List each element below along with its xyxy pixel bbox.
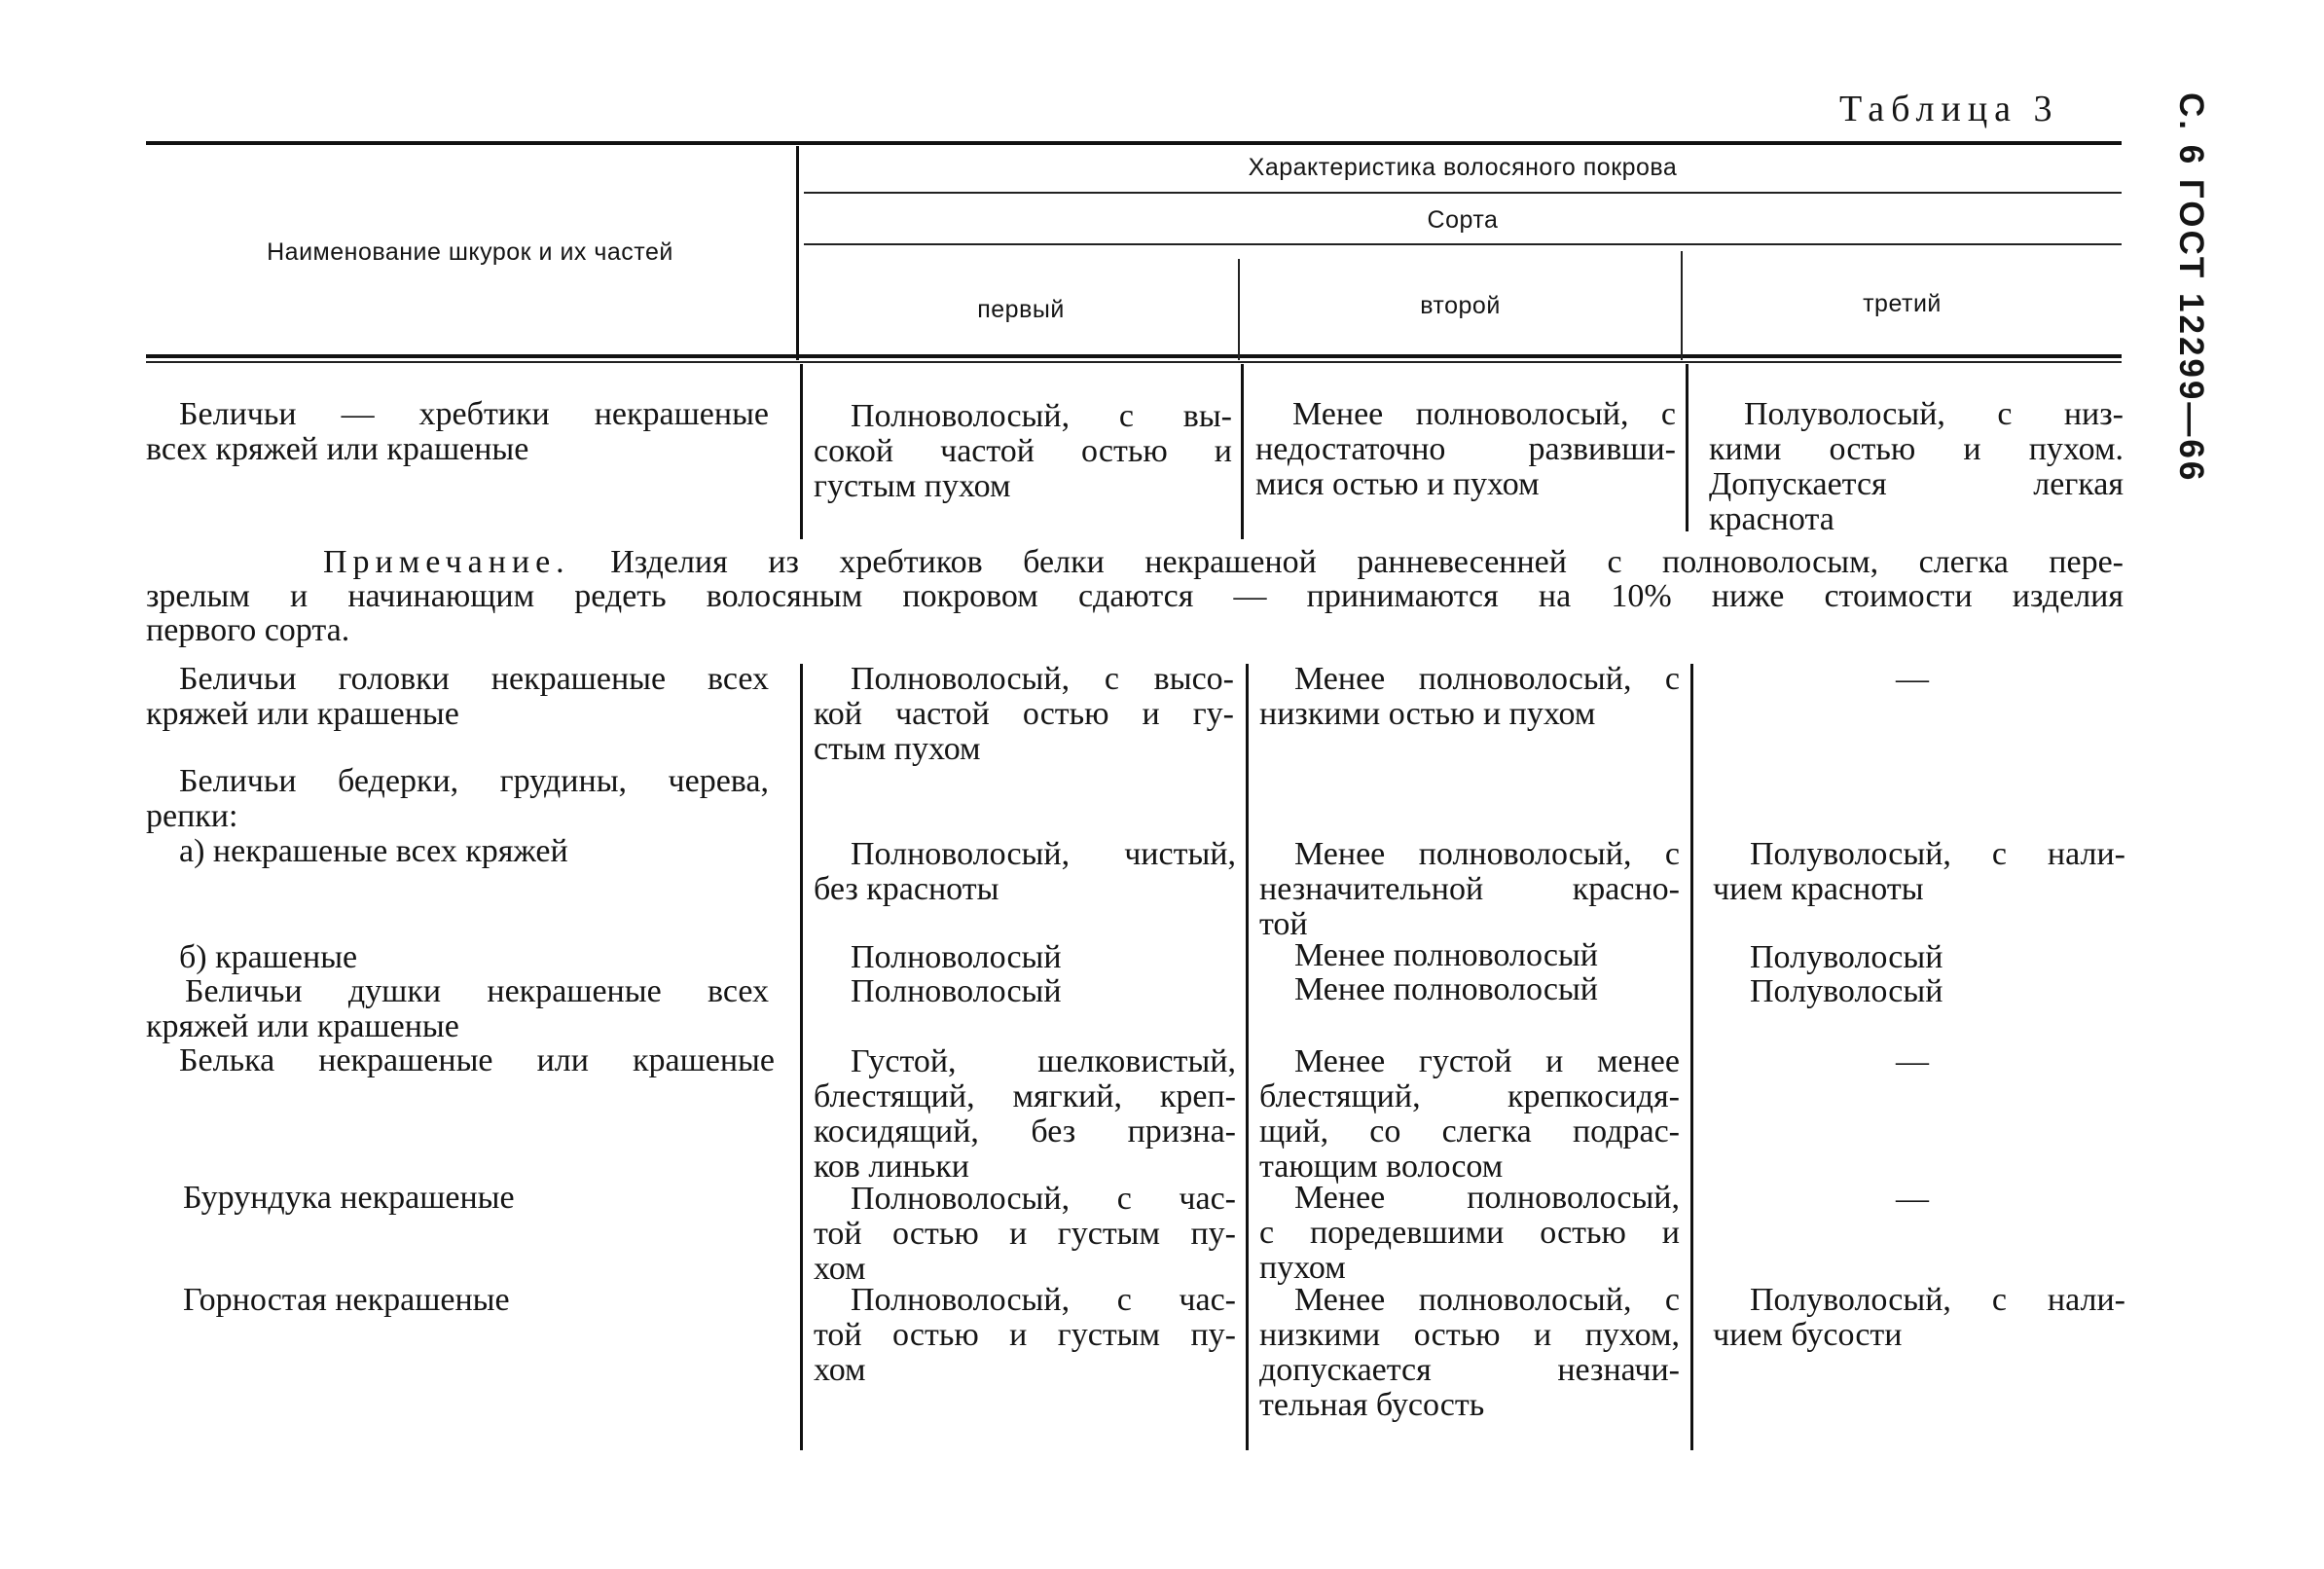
row-bederki-b-name: б) крашеные — [179, 939, 358, 975]
row-bederki-title: Беличьи бедерки, грудины, черева, репки: — [146, 763, 769, 834]
row-bederki-a-second: Менее полноволосый, с незначительной красно- той — [1259, 836, 1680, 942]
header-bottom-rule — [146, 354, 2122, 358]
body1-divider-second — [1686, 364, 1689, 531]
row-bederki-b-second: Менее полноволосый — [1294, 937, 1598, 973]
body2-divider-first — [1246, 664, 1249, 1450]
row-khrebtiki-first: Полноволосый, с вы- сокой частой остью и густым пухом — [814, 398, 1232, 504]
row-khrebtiki-second: Менее полноволосый, с недостаточно развивши- мися остью и пухом — [1255, 396, 1676, 502]
row-bederki-a-name: а) некрашеные всех кряжей — [179, 833, 568, 869]
row-golovki-name: Беличьи головки некрашеные всех кряжей или крашеные — [146, 661, 769, 732]
row-bederki-b-first: Полноволосый — [851, 939, 1062, 975]
header-grade-third: третий — [1863, 290, 1942, 317]
note-line-1: Примечание. Изделия из хребтиков белки некрашеной ранневесенней с полноволосым, слегка пере- — [323, 544, 2124, 580]
header-name-column: Наименование шкурок и их частей — [267, 238, 673, 266]
row-belka-name: Белька некрашеные или крашеные — [179, 1042, 775, 1078]
group-rule — [804, 192, 2122, 194]
row-burunduk-second: Менее полноволосый, с поредевшими остью и пухом — [1259, 1180, 1680, 1286]
row-khrebtiki-name: Беличьи — хребтики некрашеные всех кряжей или крашеные — [146, 396, 769, 467]
row-burunduk-first: Полноволосый, с час- той остью и густым пу- хом — [814, 1181, 1236, 1287]
row-dushki-second: Менее полноволосый — [1294, 971, 1598, 1007]
row-belka-first: Густой, шелковистый, блестящий, мягкий, креп- косидящий, без призна- ков линьки — [814, 1043, 1236, 1185]
row-dushki-first: Полноволосый — [851, 973, 1062, 1009]
row-gornostay-second: Менее полноволосый, с низкими остью и пухом, допускается незначи- тельная бусость — [1259, 1282, 1680, 1423]
row-bederki-a-first: Полноволосый, чистый, без красноты — [814, 836, 1236, 907]
row-gornostay-third: Полуволосый, с нали- чием бусости — [1713, 1282, 2125, 1353]
row-burunduk-name: Бурундука некрашеные — [183, 1180, 515, 1216]
header-grades-subgroup: Сорта — [1427, 206, 1499, 234]
side-page-label-text: С. 6 ГОСТ 12299—66 — [2172, 92, 2210, 484]
row-dushki-name: Беличьи душки некрашеные всех кряжей или крашеные — [146, 973, 769, 1044]
note-line-3: первого сорта. — [146, 612, 350, 648]
row-bederki-a-third: Полуволосый, с нали- чием красноты — [1713, 836, 2125, 907]
header-bottom-rule-2 — [146, 361, 2122, 363]
row-belka-third: — — [1896, 1043, 1929, 1079]
row-golovki-first: Полноволосый, с высо- кой частой остью и гу- стым пухом — [814, 661, 1234, 767]
row-golovki-third: — — [1896, 661, 1929, 697]
side-page-label — [2165, 92, 2224, 484]
header-divider-name — [796, 146, 799, 360]
row-gornostay-name: Горностая некрашеные — [183, 1282, 510, 1318]
row-khrebtiki-third: Полуволосый, с низ- кими остью и пухом. Допускается легкая краснота — [1709, 396, 2124, 537]
header-grade-second: второй — [1420, 292, 1501, 319]
note-line-2: зрелым и начинающим редеть волосяным покровом сдаются — принимаются на 10% ниже стоимости изделия — [146, 578, 2124, 614]
row-golovki-second: Менее полноволосый, с низкими остью и пухом — [1259, 661, 1680, 732]
note-label: Примечание. — [323, 544, 570, 580]
body2-divider-second — [1690, 664, 1693, 1450]
row-gornostay-first: Полноволосый, с час- той остью и густым пу- хом — [814, 1282, 1236, 1388]
subgroup-rule — [804, 243, 2122, 245]
header-characteristic-group: Характеристика волосяного покрова — [1248, 154, 1678, 181]
row-dushki-third: Полуволосый — [1750, 973, 1943, 1009]
row-burunduk-third: — — [1896, 1181, 1929, 1217]
body2-divider-name — [800, 664, 803, 1450]
top-rule — [146, 141, 2122, 145]
row-bederki-b-third: Полуволосый — [1750, 939, 1943, 975]
body1-divider-name — [800, 364, 803, 539]
header-grade-first: первый — [977, 296, 1065, 323]
body1-divider-first — [1241, 364, 1244, 539]
row-belka-second: Менее густой и менее блестящий, крепкосидя- щий, со слегка подрас- тающим волосом — [1259, 1043, 1680, 1185]
table-title: Таблица 3 — [1839, 89, 2059, 129]
